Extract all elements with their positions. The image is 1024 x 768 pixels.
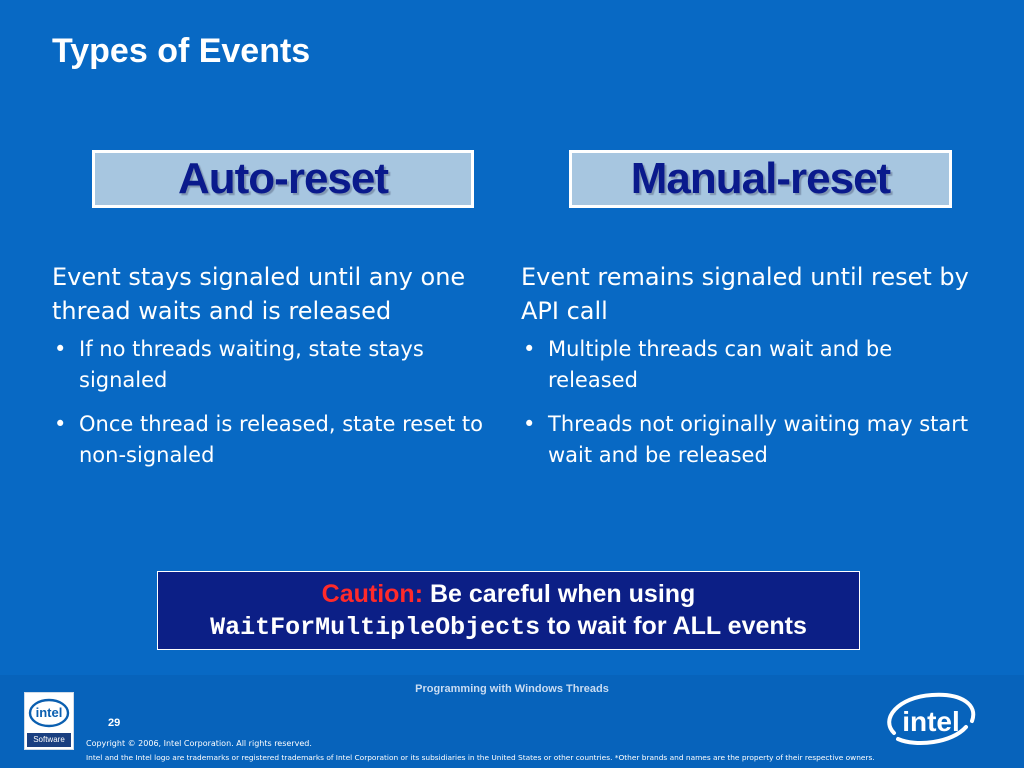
manual-reset-bullets	[521, 334, 981, 471]
intel-logo-icon	[880, 687, 980, 753]
badge-brand: intel	[35, 705, 63, 720]
manual-reset-description: Event remains signaled until reset by API call	[521, 263, 969, 325]
badge-label: Software	[27, 733, 71, 747]
auto-reset-header-label: Auto-reset	[177, 154, 389, 203]
auto-reset-bullets	[52, 334, 492, 471]
caution-line-2	[210, 610, 807, 644]
auto-reset-header	[92, 150, 474, 208]
course-title: Programming with Windows Threads	[415, 683, 609, 695]
page-number: 29	[108, 717, 121, 729]
caution-line-1	[322, 578, 696, 610]
list-item	[521, 334, 981, 396]
logo-brand: intel	[902, 706, 960, 737]
slide-title: Types of Events	[52, 32, 311, 70]
copyright-text: Copyright © 2006, Intel Corporation. All rights reserved.	[86, 739, 312, 748]
auto-reset-column	[52, 260, 492, 484]
caution-text-2: to wait for ALL events	[547, 611, 807, 640]
auto-reset-description: Event stays signaled until any one thread waits and is released	[52, 263, 466, 325]
manual-reset-column	[521, 260, 981, 484]
caution-box	[157, 571, 860, 650]
bullet-icon: •	[523, 337, 536, 361]
caution-label: Caution:	[321, 579, 424, 608]
trademark-text: Intel and the Intel logo are trademarks or registered trademarks of Intel Corporation or its subsidiaries in the United States or other countries. *Other brands and names are the property of their respective owners.	[86, 753, 875, 762]
intel-software-badge	[24, 692, 74, 750]
caution-code: WaitForMultipleObjects	[210, 612, 541, 642]
bullet-text: Threads not originally waiting may start wait and be released	[548, 412, 969, 467]
bullet-icon: •	[54, 337, 67, 361]
manual-reset-header-label: Manual-reset	[630, 154, 891, 203]
bullet-text: Once thread is released, state reset to non-signaled	[79, 412, 484, 467]
list-item	[52, 334, 492, 396]
bullet-text: Multiple threads can wait and be released	[548, 337, 893, 392]
caution-text-1: Be careful when using	[429, 579, 696, 608]
list-item	[52, 409, 492, 471]
list-item	[521, 409, 981, 471]
slide-footer	[0, 675, 1024, 768]
intel-badge-icon	[28, 696, 70, 734]
bullet-text: If no threads waiting, state stays signaled	[79, 337, 424, 392]
bullet-icon: •	[54, 412, 67, 436]
manual-reset-header	[569, 150, 952, 208]
bullet-icon: •	[523, 412, 536, 436]
